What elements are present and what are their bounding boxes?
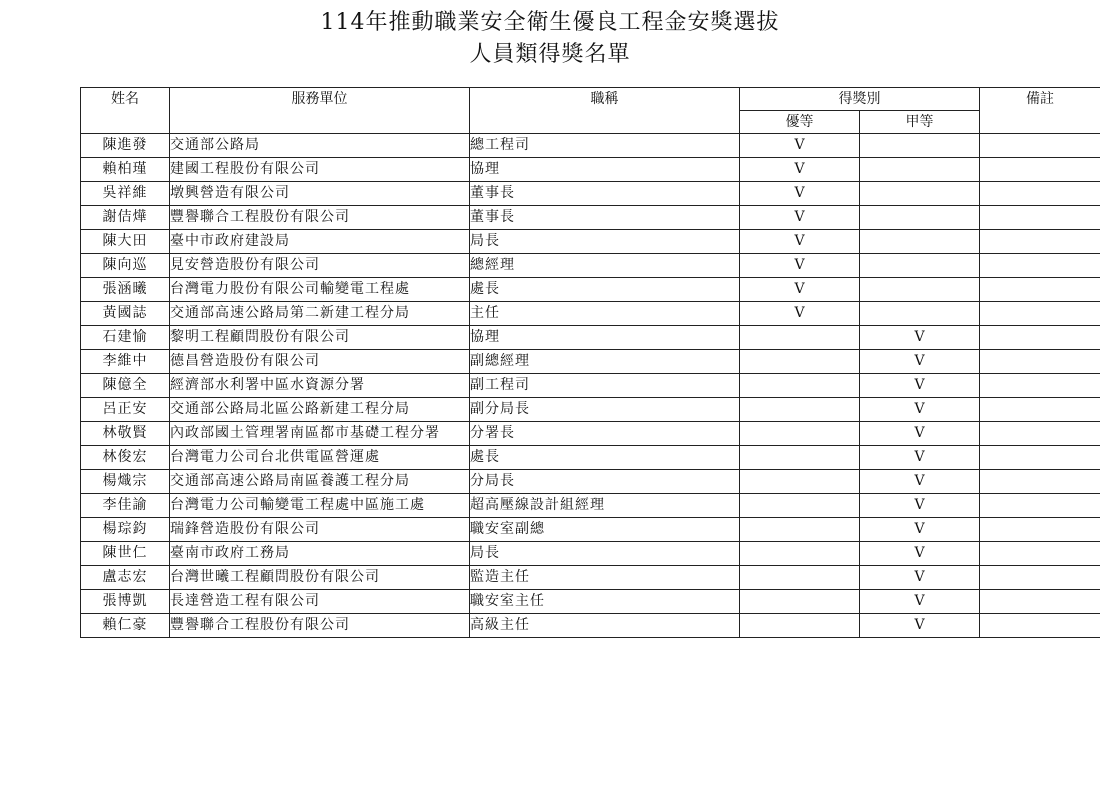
cell-remark [980,518,1100,542]
cell-grade-a-mark: V [860,326,980,350]
document-title: 114年推動職業安全衛生優良工程金安獎選拔 [320,10,780,35]
cell-excellent-mark: V [740,254,860,278]
cell-excellent-mark [740,470,860,494]
cell-grade-a-mark [860,278,980,302]
cell-job-title: 總經理 [470,254,740,278]
cell-job-title: 副工程司 [470,374,740,398]
cell-job-title: 董事長 [470,206,740,230]
cell-unit: 豐譽聯合工程股份有限公司 [170,206,470,230]
table-row [81,542,1100,566]
cell-name: 林敬賢 [81,422,170,446]
cell-name: 賴柏瑾 [81,158,170,182]
cell-excellent-mark [740,518,860,542]
header-grade-a: 甲等 [860,111,980,134]
cell-job-title: 處長 [470,278,740,302]
cell-grade-a-mark: V [860,542,980,566]
cell-unit: 長達營造工程有限公司 [170,590,470,614]
table-row [81,206,1100,230]
cell-remark [980,350,1100,374]
cell-remark [980,494,1100,518]
cell-excellent-mark [740,350,860,374]
cell-name: 陳向巡 [81,254,170,278]
cell-unit: 德昌營造股份有限公司 [170,350,470,374]
table-row [81,374,1100,398]
cell-unit: 經濟部水利署中區水資源分署 [170,374,470,398]
cell-job-title: 處長 [470,446,740,470]
table-row [81,350,1100,374]
cell-unit: 瑞鋒營造股份有限公司 [170,518,470,542]
header-award: 得獎別 [740,88,980,111]
cell-excellent-mark [740,398,860,422]
cell-excellent-mark [740,590,860,614]
header-job-title: 職稱 [470,88,740,134]
cell-job-title: 監造主任 [470,566,740,590]
table-row [81,182,1100,206]
cell-job-title: 分署長 [470,422,740,446]
cell-name: 陳世仁 [81,542,170,566]
cell-excellent-mark [740,326,860,350]
cell-job-title: 協理 [470,326,740,350]
cell-grade-a-mark: V [860,422,980,446]
cell-remark [980,446,1100,470]
cell-excellent-mark: V [740,182,860,206]
cell-job-title: 總工程司 [470,134,740,158]
cell-remark [980,614,1100,638]
cell-name: 楊熾宗 [81,470,170,494]
cell-excellent-mark [740,422,860,446]
table-row [81,278,1100,302]
cell-grade-a-mark [860,254,980,278]
cell-job-title: 副總經理 [470,350,740,374]
cell-grade-a-mark [860,206,980,230]
cell-excellent-mark: V [740,278,860,302]
header-name: 姓名 [81,88,170,134]
table-row [81,614,1100,638]
cell-name: 呂正安 [81,398,170,422]
table-row [81,590,1100,614]
cell-unit: 內政部國土管理署南區都市基礎工程分署 [170,422,470,446]
cell-grade-a-mark [860,182,980,206]
cell-unit: 台灣世曦工程顧問股份有限公司 [170,566,470,590]
cell-remark [980,374,1100,398]
cell-name: 陳億全 [81,374,170,398]
cell-excellent-mark: V [740,134,860,158]
cell-grade-a-mark: V [860,518,980,542]
cell-name: 陳大田 [81,230,170,254]
cell-unit: 建國工程股份有限公司 [170,158,470,182]
cell-grade-a-mark: V [860,446,980,470]
cell-excellent-mark [740,566,860,590]
cell-remark [980,398,1100,422]
cell-unit: 見安營造股份有限公司 [170,254,470,278]
cell-grade-a-mark: V [860,494,980,518]
cell-remark [980,470,1100,494]
table-row [81,518,1100,542]
cell-remark [980,254,1100,278]
cell-unit: 交通部公路局 [170,134,470,158]
cell-excellent-mark [740,374,860,398]
cell-name: 石建愉 [81,326,170,350]
cell-job-title: 職安室副總 [470,518,740,542]
cell-excellent-mark [740,494,860,518]
table-row [81,230,1100,254]
cell-name: 李佳諭 [81,494,170,518]
cell-remark [980,422,1100,446]
cell-remark [980,542,1100,566]
cell-job-title: 協理 [470,158,740,182]
table-row [81,158,1100,182]
header-remark: 備註 [980,88,1100,134]
header-row-top [81,88,1100,111]
cell-grade-a-mark [860,134,980,158]
cell-name: 陳進發 [81,134,170,158]
cell-remark [980,182,1100,206]
cell-remark [980,302,1100,326]
cell-unit: 交通部公路局北區公路新建工程分局 [170,398,470,422]
cell-name: 張博凱 [81,590,170,614]
cell-excellent-mark [740,614,860,638]
cell-grade-a-mark: V [860,350,980,374]
cell-remark [980,590,1100,614]
cell-job-title: 局長 [470,230,740,254]
cell-name: 楊琮鈞 [81,518,170,542]
cell-job-title: 高級主任 [470,614,740,638]
cell-remark [980,278,1100,302]
cell-name: 謝佶燁 [81,206,170,230]
cell-excellent-mark: V [740,206,860,230]
cell-remark [980,134,1100,158]
document-header [0,8,1100,70]
header-unit: 服務單位 [170,88,470,134]
cell-grade-a-mark: V [860,398,980,422]
cell-job-title: 局長 [470,542,740,566]
cell-name: 吳祥維 [81,182,170,206]
table-row [81,134,1100,158]
cell-remark [980,206,1100,230]
cell-grade-a-mark [860,230,980,254]
cell-unit: 交通部高速公路局第二新建工程分局 [170,302,470,326]
cell-grade-a-mark: V [860,374,980,398]
cell-remark [980,326,1100,350]
cell-job-title: 超高壓線設計組經理 [470,494,740,518]
cell-excellent-mark [740,446,860,470]
cell-name: 盧志宏 [81,566,170,590]
cell-job-title: 副分局長 [470,398,740,422]
cell-unit: 豐譽聯合工程股份有限公司 [170,614,470,638]
table-row [81,494,1100,518]
cell-job-title: 職安室主任 [470,590,740,614]
table-row [81,446,1100,470]
cell-name: 張涵曦 [81,278,170,302]
table-row [81,326,1100,350]
header-excellent: 優等 [740,111,860,134]
table-row [81,566,1100,590]
cell-grade-a-mark: V [860,470,980,494]
cell-excellent-mark: V [740,230,860,254]
cell-unit: 臺中市政府建設局 [170,230,470,254]
cell-unit: 臺南市政府工務局 [170,542,470,566]
table-row [81,398,1100,422]
table-row [81,302,1100,326]
cell-name: 黃國誌 [81,302,170,326]
cell-job-title: 董事長 [470,182,740,206]
cell-name: 李維中 [81,350,170,374]
cell-grade-a-mark: V [860,614,980,638]
cell-excellent-mark: V [740,158,860,182]
cell-excellent-mark: V [740,302,860,326]
document-subtitle: 人員類得獎名單 [469,42,631,67]
awardee-table [80,87,1100,638]
cell-unit: 黎明工程顧問股份有限公司 [170,326,470,350]
cell-unit: 交通部高速公路局南區養護工程分局 [170,470,470,494]
table-row [81,422,1100,446]
cell-name: 林俊宏 [81,446,170,470]
cell-grade-a-mark [860,158,980,182]
table-row [81,254,1100,278]
cell-remark [980,158,1100,182]
table-body [81,134,1100,638]
cell-name: 賴仁豪 [81,614,170,638]
cell-grade-a-mark [860,302,980,326]
cell-unit: 台灣電力股份有限公司輸變電工程處 [170,278,470,302]
cell-unit: 台灣電力公司台北供電區營運處 [170,446,470,470]
table-row [81,470,1100,494]
cell-grade-a-mark: V [860,566,980,590]
cell-grade-a-mark: V [860,590,980,614]
cell-unit: 台灣電力公司輸變電工程處中區施工處 [170,494,470,518]
cell-job-title: 分局長 [470,470,740,494]
cell-job-title: 主任 [470,302,740,326]
cell-remark [980,230,1100,254]
cell-excellent-mark [740,542,860,566]
cell-unit: 墩興營造有限公司 [170,182,470,206]
table-header [81,88,1100,134]
cell-remark [980,566,1100,590]
